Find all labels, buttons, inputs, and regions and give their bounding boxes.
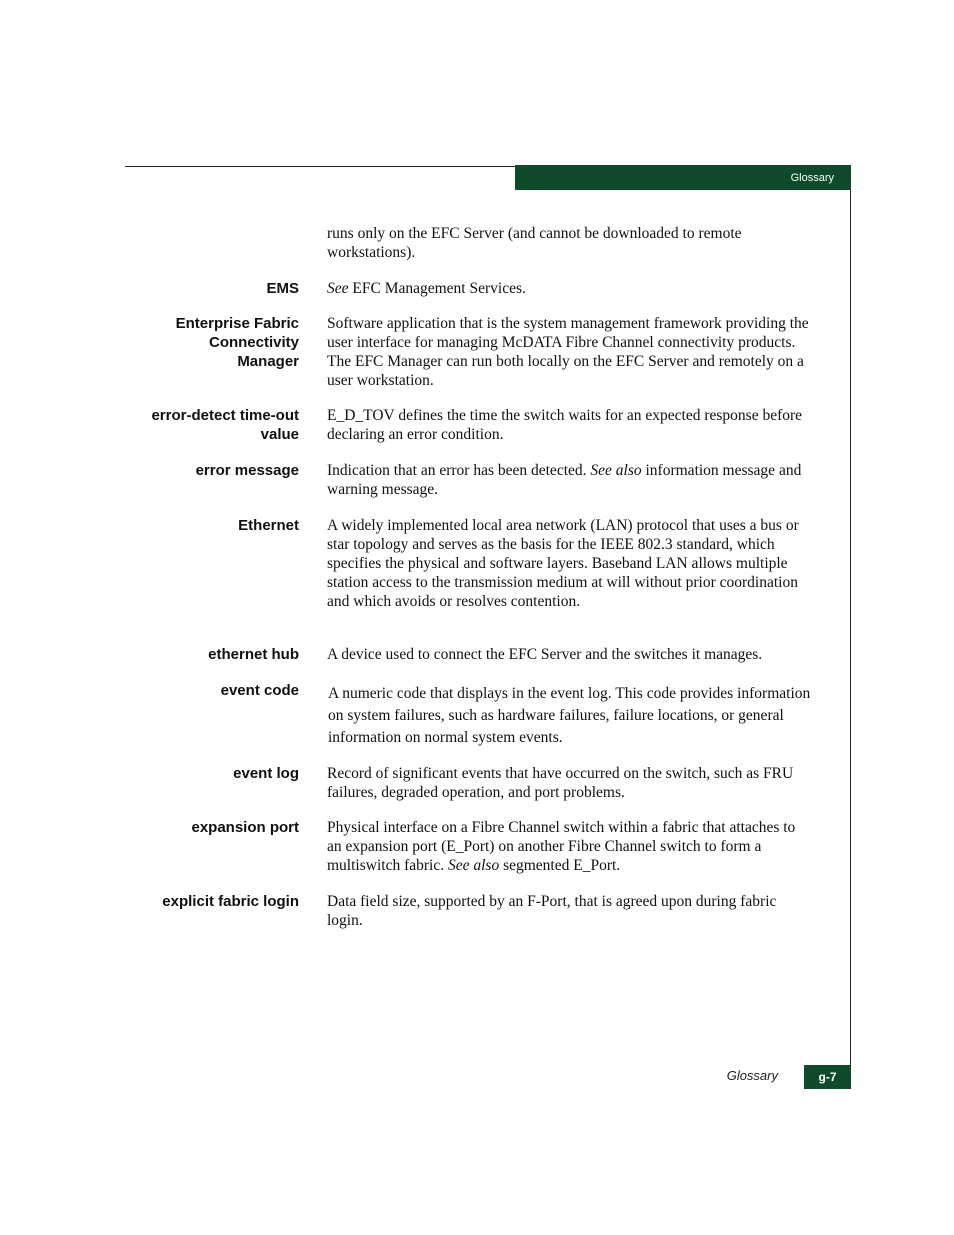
def-error-message: Indication that an error has been detected. See also information message and warning message.	[327, 462, 802, 498]
header-section-title: Glossary	[790, 171, 834, 184]
page-number-badge	[804, 1065, 851, 1089]
def-error-detect-timeout-value: E_D_TOV defines the time the switch waits for an expected response before declaring an error condition.	[327, 407, 803, 443]
term-error-detect-timeout-value: error-detect time-out value	[151, 407, 299, 443]
term-ethernet: Ethernet	[238, 517, 299, 534]
term-expansion-port: expansion port	[191, 819, 299, 836]
continuation-text: runs only on the EFC Server (and cannot be downloaded to remote workstations).	[327, 225, 742, 261]
def-enterprise-fabric-connectivity-manager: Software application that is the system management framework providing the user interface for managing McDATA Fibre Channel connectivity products. The EFC Manager can run both locally on the EFC Server and remotely on a user workstation.	[327, 315, 809, 389]
term-ethernet-hub: ethernet hub	[208, 646, 299, 663]
footer-section-label: Glossary	[726, 1068, 778, 1083]
term-enterprise-fabric-connectivity-manager: Enterprise Fabric Connectivity Manager	[175, 315, 299, 370]
def-explicit-fabric-login: Data field size, supported by an F-Port, that is agreed upon during fabric login.	[327, 893, 777, 929]
header-section-bar	[515, 165, 851, 190]
term-event-code: event code	[220, 682, 299, 699]
page-number: g-7	[818, 1070, 837, 1084]
term-explicit-fabric-login: explicit fabric login	[162, 893, 299, 910]
term-event-log: event log	[233, 765, 299, 782]
def-event-code: A numeric code that displays in the event log. This code provides information on system failures, such as hardware failures, failure locations, or general information on normal system events.	[328, 685, 811, 746]
def-ethernet-hub: A device used to connect the EFC Server and the switches it manages.	[327, 646, 763, 663]
term-ems: EMS	[266, 280, 299, 297]
def-ethernet: A widely implemented local area network (LAN) protocol that uses a bus or star topology and serves as the basis for the IEEE 802.3 standard, which specifies the physical and software layers. Baseband LAN allows multiple station access to the transmission medium at will without prior coordination and which avoids or resolves contention.	[327, 517, 799, 610]
right-margin-rule	[850, 190, 851, 1070]
def-expansion-port: Physical interface on a Fibre Channel switch within a fabric that attaches to an expansion port (E_Port) on another Fibre Channel switch to form a multiswitch fabric. See also segmented E_Port.	[327, 819, 796, 874]
header-rule	[125, 166, 515, 167]
def-event-log: Record of significant events that have occurred on the switch, such as FRU failures, degraded operation, and port problems.	[327, 765, 794, 801]
def-ems: See EFC Management Services.	[327, 280, 526, 297]
term-error-message: error message	[195, 462, 299, 479]
